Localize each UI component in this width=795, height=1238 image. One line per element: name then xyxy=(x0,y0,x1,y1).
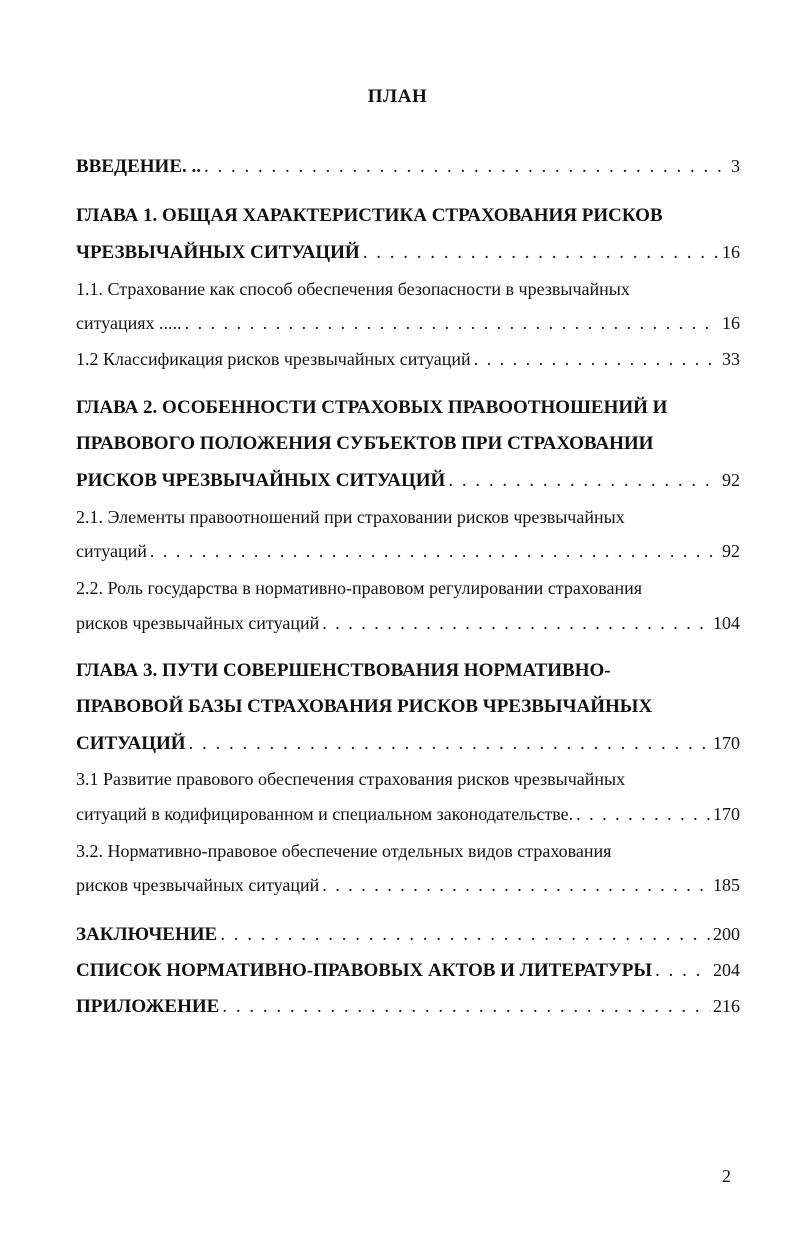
toc-page-number: 92 xyxy=(722,541,740,561)
toc-entry-title: ЧРЕЗВЫЧАЙНЫХ СИТУАЦИЙ xyxy=(76,242,360,263)
dot-leader xyxy=(363,241,719,265)
toc-page-number: 16 xyxy=(722,242,740,262)
toc-entry-title: ситуациях ..... xyxy=(76,313,182,333)
toc-entry-title: РИСКОВ ЧРЕЗВЫЧАЙНЫХ СИТУАЦИЙ xyxy=(76,470,446,491)
toc-section-3-1-line-2 xyxy=(76,802,740,826)
toc-chapter-3-line-2: ПРАВОВОЙ БАЗЫ СТРАХОВАНИЯ РИСКОВ ЧРЕЗВЫЧАЙНЫХ xyxy=(76,696,653,717)
toc-section-1-1-line-2 xyxy=(76,311,740,335)
toc-section-2-2-line-2 xyxy=(76,611,740,635)
toc-page-number: 216 xyxy=(713,996,740,1016)
toc-section-3-1-line-1: 3.1 Развитие правового обеспечения страхования рисков чрезвычайных xyxy=(76,769,626,789)
toc-page-number: 104 xyxy=(713,613,740,633)
toc-section-1-1-line-1: 1.1. Страхование как способ обеспечения безопасности в чрезвычайных xyxy=(76,279,630,299)
page-number: 2 xyxy=(722,1166,731,1186)
dot-leader xyxy=(220,923,710,947)
toc-chapter-1-line-1: ГЛАВА 1. ОБЩАЯ ХАРАКТЕРИСТИКА СТРАХОВАНИЯ РИСКОВ xyxy=(76,205,663,226)
toc-chapter-2-line-2: ПРАВОВОГО ПОЛОЖЕНИЯ СУБЪЕКТОВ ПРИ СТРАХОВАНИИ xyxy=(76,433,654,454)
toc-entry-title: рисков чрезвычайных ситуаций xyxy=(76,875,320,895)
toc-entry-title: ситуаций xyxy=(76,541,147,561)
toc-entry-title: СИТУАЦИЙ xyxy=(76,733,186,754)
toc-page-number: 200 xyxy=(713,924,740,944)
toc-chapter-3-line-1: ГЛАВА 3. ПУТИ СОВЕРШЕНСТВОВАНИЯ НОРМАТИВНО- xyxy=(76,660,611,681)
toc-page-number: 204 xyxy=(713,960,740,980)
toc-section-1-2 xyxy=(76,347,740,371)
dot-leader xyxy=(322,611,710,635)
toc-chapter-3-line-3 xyxy=(76,731,740,756)
dot-leader xyxy=(185,311,719,335)
dot-leader xyxy=(150,539,719,563)
toc-entry-conclusion xyxy=(76,922,740,947)
toc-entry-title: СПИСОК НОРМАТИВНО-ПРАВОВЫХ АКТОВ И ЛИТЕРАТУРЫ xyxy=(76,960,653,981)
toc-entry-title: рисков чрезвычайных ситуаций xyxy=(76,613,320,633)
toc-page-number: 170 xyxy=(713,733,740,753)
toc-page-number: 170 xyxy=(713,804,740,824)
dot-leader xyxy=(576,802,710,826)
dot-leader xyxy=(222,995,710,1019)
toc-entry-title: ситуаций в кодифицированном и специальном законодательстве. xyxy=(76,804,574,824)
toc-entry-title: 1.2 Классификация рисков чрезвычайных ситуаций xyxy=(76,349,471,369)
dot-leader xyxy=(655,959,710,983)
toc-page-number: 16 xyxy=(722,313,740,333)
toc-chapter-2-line-1: ГЛАВА 2. ОСОБЕННОСТИ СТРАХОВЫХ ПРАВООТНОШЕНИЙ И xyxy=(76,397,668,418)
toc-page-number: 33 xyxy=(722,349,740,369)
toc-page-number: 185 xyxy=(713,875,740,895)
dot-leader xyxy=(322,873,710,897)
dot-leader xyxy=(474,347,719,371)
toc-section-2-2-line-1: 2.2. Роль государства в нормативно-правовом регулировании страхования xyxy=(76,578,642,598)
toc-entry-title: ВВЕДЕНИЕ. .. xyxy=(76,156,201,177)
toc-entry-title: ПРИЛОЖЕНИЕ xyxy=(76,996,220,1017)
dot-leader xyxy=(448,469,719,493)
toc-page-number: 92 xyxy=(722,470,740,490)
page-title: ПЛАН xyxy=(367,86,428,107)
toc-entry-introduction xyxy=(76,154,740,179)
toc-section-2-1-line-2 xyxy=(76,539,740,563)
toc-section-3-2-line-2 xyxy=(76,873,740,897)
dot-leader xyxy=(204,155,728,179)
toc-chapter-1-line-2 xyxy=(76,240,740,265)
toc-entry-references xyxy=(76,958,740,983)
dot-leader xyxy=(189,732,710,756)
toc-section-2-1-line-1: 2.1. Элементы правоотношений при страховании рисков чрезвычайных xyxy=(76,507,625,527)
toc-chapter-2-line-3 xyxy=(76,468,740,493)
toc-section-3-2-line-1: 3.2. Нормативно-правовое обеспечение отдельных видов страхования xyxy=(76,841,612,861)
toc-page-number: 3 xyxy=(731,156,740,176)
toc-entry-title: ЗАКЛЮЧЕНИЕ xyxy=(76,924,218,945)
toc-entry-appendix xyxy=(76,994,740,1019)
